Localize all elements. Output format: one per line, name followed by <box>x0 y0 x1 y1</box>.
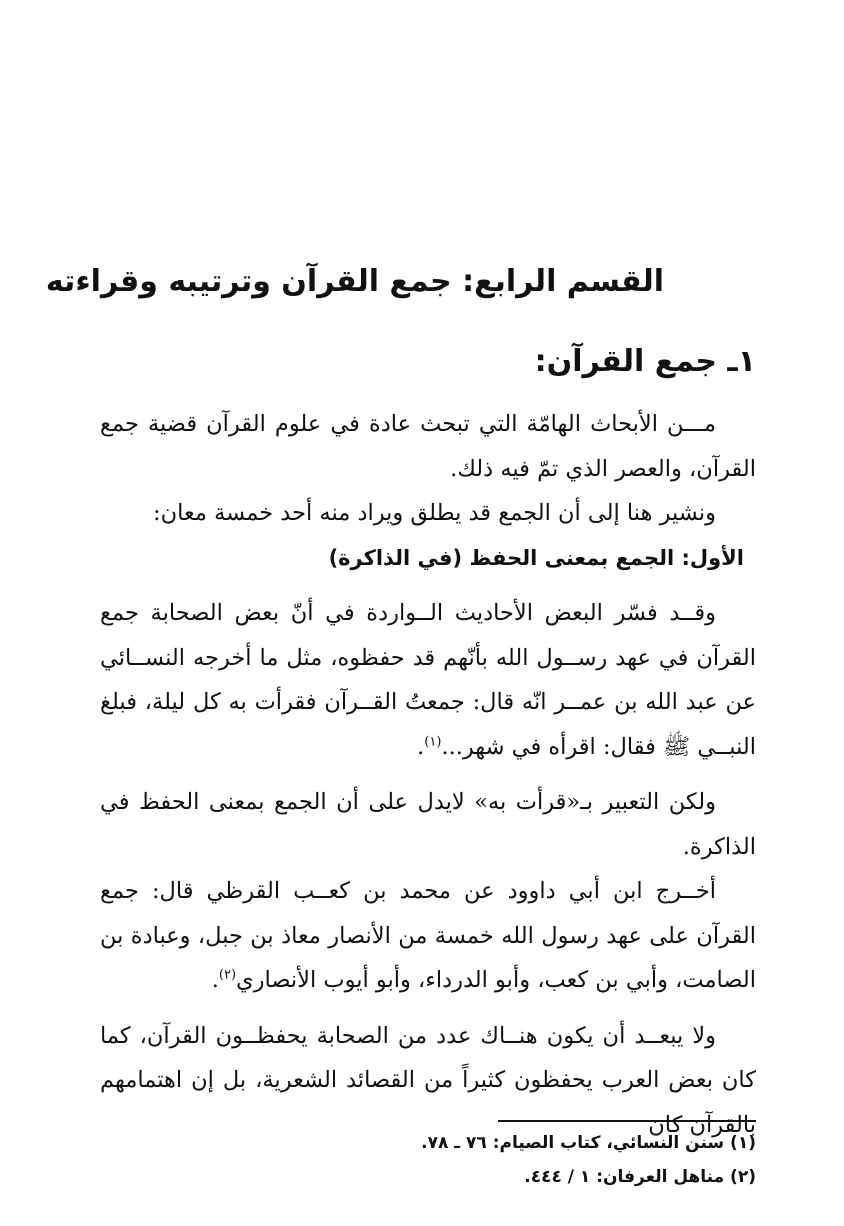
footnote-2: (٢) مناهل العرفان: ١ / ٤٤٤. <box>524 1167 756 1187</box>
paragraph-hadith-end: . <box>417 733 425 760</box>
paragraph-ibn-abi-dawud-text: أخــرج ابن أبي داوود عن محمد بن كعــب القرظي قال: جمع القرآن على عهد رسول الله خمسة من الأنصار معاذ بن جبل، وعبادة بن الصامت، وأبي بن كعب، وأبو الدرداء، وأبو أيوب الأنصاري <box>100 878 756 993</box>
paragraph-meanings: ونشير هنا إلى أن الجمع قد يطلق ويراد منه أحد خمسة معان: <box>153 500 716 526</box>
footnotes <box>256 1126 756 1194</box>
paragraph-expression: ولكن التعبير بـ«قرأت به» لايدل على أن الجمع بمعنى الحفظ في الذاكرة. <box>100 789 756 860</box>
paragraph-ibn-abi-dawud-end: . <box>211 967 219 993</box>
section-title: القسم الرابع: جمع القرآن وترتيبه وقراءته <box>45 264 664 299</box>
footnote-divider <box>498 1120 756 1122</box>
subsection-title: ١ـ جمع القرآن: <box>534 344 756 379</box>
footnote-1: (١) سنن النسائي، كتاب الصيام: ٧٦ ـ ٧٨. <box>421 1133 756 1153</box>
body-text <box>100 402 756 1147</box>
paragraph-intro: مـــن الأبحاث الهامّة التي تبحث عادة في علوم القرآن قضية جمع القرآن، والعصر الذي تمّ فيه ذلك. <box>100 411 756 482</box>
paragraph-memorizers: ولا يبعــد أن يكون هنــاك عدد من الصحابة يحفظــون القرآن، كما كان بعض العرب يحفظون كثيراً من القصائد الشعرية، بل إن اهتمامهم بالقرآن كان <box>100 1022 756 1138</box>
footnote-ref-2: (٢) <box>218 967 237 983</box>
paragraph-hadith <box>100 591 756 769</box>
paragraph-hadith-text: وقــد فسّر البعض الأحاديث الــواردة في أنّ بعض الصحابة جمع القرآن في عهد رســول الله بأنّهم قد حفظوه، مثل ما أخرجه النســائي عن عبد الله بن عمــر انّه قال: جمعتُ القــرآن فقرأت به كل ليلة، فبلغ النبــي ﷺ فقال: اقرأه في شهر... <box>100 600 756 760</box>
footnote-ref-1: (١) <box>424 734 442 749</box>
first-meaning-heading: الأول: الجمع بمعنى الحفظ (في الذاكرة) <box>328 545 744 570</box>
paragraph-ibn-abi-dawud <box>100 869 756 1003</box>
